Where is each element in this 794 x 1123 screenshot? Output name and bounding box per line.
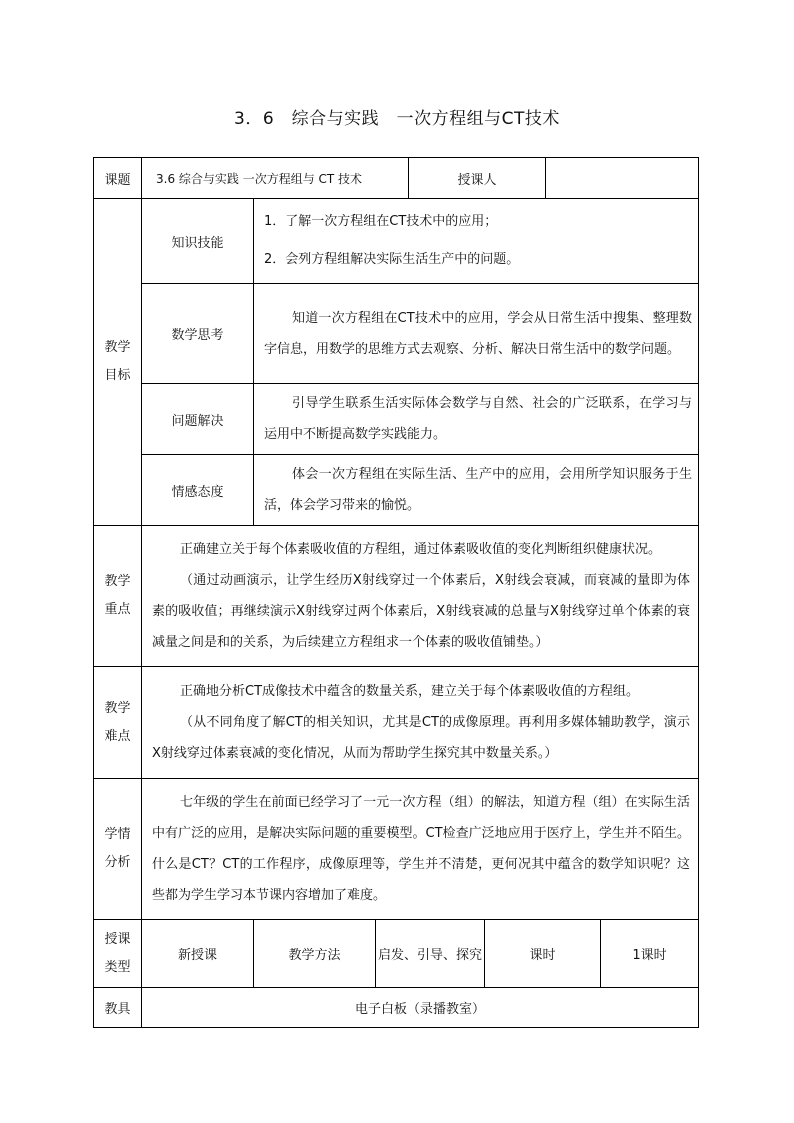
key-points-text: 正确建立关于每个体素吸收值的方程组，通过体素吸收值的变化判断组织健康状况。 （通过动画演示，让学生经历X射线穿过一个体素后，X射线会衰减，而衰减的量即为体素的吸收值；再继续演示X射线穿过两个体素后，X射线衰减的总量与X射线穿过单个体素的衰减量之间是和的关系，为后续建立方程组求一个体素的吸收值铺垫。） xyxy=(142,526,699,667)
goal-name-attitude: 情感态度 xyxy=(142,455,254,526)
analysis-label: 学情 分析 xyxy=(94,779,142,920)
key-points-label: 教学 重点 xyxy=(94,526,142,667)
method-label: 教学方法 xyxy=(254,920,376,988)
tools-label: 教具 xyxy=(94,988,142,1028)
goal-text-attitude: 体会一次方程组在实际生活、生产中的应用，会用所学知识服务于生活，体会学习带来的愉悦。 xyxy=(254,455,699,526)
lesson-type-value: 新授课 xyxy=(142,920,254,988)
goal-text-problem: 引导学生联系生活实际体会数学与自然、社会的广泛联系，在学习与运用中不断提高数学实践能力。 xyxy=(254,384,699,455)
difficulties-row xyxy=(94,667,699,779)
key-points-row xyxy=(94,526,699,667)
goal-row-knowledge xyxy=(94,199,699,284)
topic-value: 3.6 综合与实践 一次方程组与 CT 技术 xyxy=(142,158,409,199)
hours-label: 课时 xyxy=(485,920,601,988)
teacher-value xyxy=(546,158,699,199)
goal-text-knowledge: 1．了解一次方程组在CT技术中的应用； 2．会列方程组解决实际生活生产中的问题。 xyxy=(254,199,699,284)
teacher-label: 授课人 xyxy=(409,158,546,199)
difficulties-label: 教学 难点 xyxy=(94,667,142,779)
goal-row-attitude xyxy=(94,455,699,526)
tools-value: 电子白板（录播教室） xyxy=(142,988,699,1028)
goal-row-thinking xyxy=(94,284,699,384)
goals-label: 教学 目标 xyxy=(94,199,142,526)
lesson-type-row xyxy=(94,920,699,988)
tools-row xyxy=(94,988,699,1028)
goal-name-problem: 问题解决 xyxy=(142,384,254,455)
lesson-type-label: 授课 类型 xyxy=(94,920,142,988)
goal-text-thinking: 知道一次方程组在CT技术中的应用，学会从日常生活中搜集、整理数字信息，用数学的思维方式去观察、分析、解决日常生活中的数学问题。 xyxy=(254,284,699,384)
method-value: 启发、引导、探究 xyxy=(376,920,485,988)
analysis-row xyxy=(94,779,699,920)
topic-label: 课题 xyxy=(94,158,142,199)
difficulties-text: 正确地分析CT成像技术中蕴含的数量关系，建立关于每个体素吸收值的方程组。 （从不同角度了解CT的相关知识，尤其是CT的成像原理。再利用多媒体辅助教学，演示X射线穿过体素衰减的变化情况，从而为帮助学生探究其中数量关系。） xyxy=(142,667,699,779)
lesson-plan-table xyxy=(93,157,699,1028)
goal-name-knowledge: 知识技能 xyxy=(142,199,254,284)
hours-value: 1课时 xyxy=(601,920,699,988)
goal-name-thinking: 数学思考 xyxy=(142,284,254,384)
topic-row xyxy=(94,158,699,199)
page-title: 3．6 综合与实践 一次方程组与CT技术 xyxy=(234,109,560,129)
goal-row-problem xyxy=(94,384,699,455)
analysis-text: 七年级的学生在前面已经学习了一元一次方程（组）的解法，知道方程（组）在实际生活中有广泛的应用，是解决实际问题的重要模型。CT检查广泛地应用于医疗上，学生并不陌生。什么是CT？CT的工作程序，成像原理等，学生并不清楚，更何况其中蕴含的数学知识呢？这些都为学生学习本节课内容增加了难度。 xyxy=(142,779,699,920)
